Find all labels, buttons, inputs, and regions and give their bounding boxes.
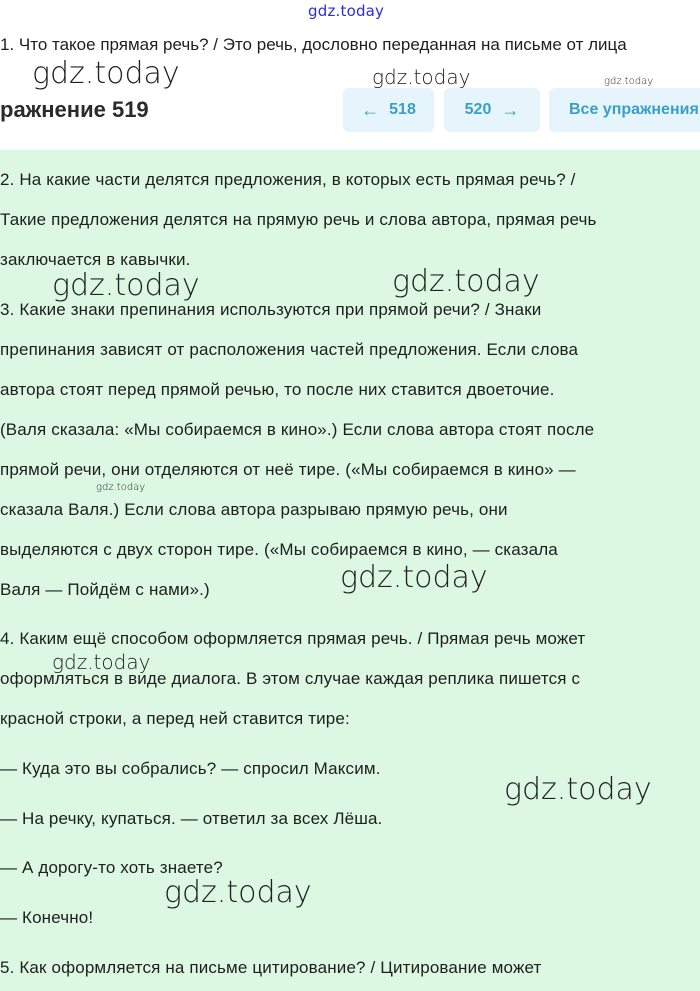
answer-line: Валя — Пойдём с нами».)	[0, 580, 210, 599]
watermark-top: gdz.today	[308, 2, 385, 20]
all-exercises-label: Все упражнения	[569, 101, 699, 118]
answer-content	[0, 150, 700, 991]
prev-exercise-button[interactable]	[343, 88, 434, 132]
answer-line: красной строки, а перед ней ставится тире:	[0, 709, 350, 728]
answer-line: — А дорогу-то хоть знаете?	[0, 858, 223, 877]
all-exercises-button[interactable]	[549, 88, 700, 132]
watermark: gdz.today	[604, 76, 654, 87]
answer-line: 3. Какие знаки препинания используются при прямой речи? / Знаки	[0, 300, 542, 319]
question-1-text: 1. Что такое прямая речь? / Это речь, дословно переданная на письме от лица	[0, 35, 627, 54]
watermark: gdz.today	[372, 65, 471, 89]
watermark: gdz.today	[96, 482, 146, 493]
answer-line: 2. На какие части делятся предложения, в которых есть прямая речь? /	[0, 170, 576, 189]
answer-line: 5. Как оформляется на письме цитирование? / Цитирование может	[0, 958, 542, 977]
answer-line: оформляться в виде диалога. В этом случае каждая реплика пишется с	[0, 669, 581, 688]
answer-line: прямой речи, они отделяются от неё тире. («Мы собираемся в кино» —	[0, 460, 576, 479]
answer-line: заключается в кавычки.	[0, 250, 191, 269]
answer-line: автора стоят перед прямой речью, то после них ставится двоеточие.	[0, 380, 555, 399]
answer-line: сказала Валя.) Если слова автора разрываю прямую речь, они	[0, 500, 508, 519]
watermark: gdz.today	[52, 650, 151, 674]
answer-line: Такие предложения делятся на прямую речь и слова автора, прямая речь	[0, 210, 597, 229]
answer-line: 4. Каким ещё способом оформляется прямая речь. / Прямая речь может	[0, 629, 586, 648]
answer-line: (Валя сказала: «Мы собираемся в кино».) Если слова автора стоят после	[0, 420, 595, 439]
prev-exercise-label: 518	[389, 101, 416, 118]
answer-line: выделяются с двух сторон тире. («Мы собираемся в кино, — сказала	[0, 540, 558, 559]
answer-line: — Конечно!	[0, 908, 94, 927]
answer-line: — Куда это вы собрались? — спросил Максим.	[0, 759, 381, 778]
exercise-title: ражнение 519	[0, 97, 149, 122]
watermark: gdz.today	[340, 560, 488, 595]
arrow-right-icon: →	[501, 100, 520, 120]
watermark: gdz.today	[164, 875, 312, 910]
next-exercise-button[interactable]	[444, 88, 540, 132]
watermark: gdz.today	[52, 268, 200, 303]
answer-line: — На речку, купаться. — ответил за всех Лёша.	[0, 809, 383, 828]
next-exercise-label: 520	[464, 101, 492, 118]
watermark: gdz.today	[504, 772, 652, 807]
watermark: gdz.today	[32, 56, 180, 91]
arrow-left-icon: ←	[361, 100, 380, 120]
answer-line: препинания зависят от расположения частей предложения. Если слова	[0, 340, 579, 359]
watermark: gdz.today	[392, 264, 540, 299]
